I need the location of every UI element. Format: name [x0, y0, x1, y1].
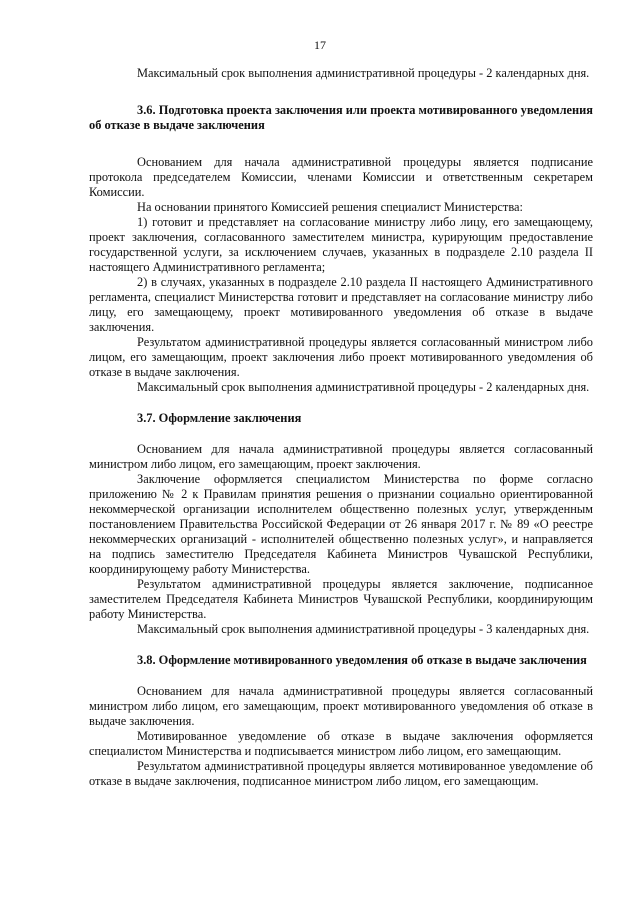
- paragraph-notice: Мотивированное уведомление об отказе в выдаче заключения оформляется специалистом Министерства и подписывается министром либо лицом, его замещающим.: [89, 729, 593, 758]
- paragraph-decision: На основании принятого Комиссией решения специалист Министерства:: [137, 200, 523, 214]
- paragraph-basis-3-7: Основанием для начала административной процедуры является согласованный министром либо лицом, его замещающим, проект заключения.: [89, 442, 593, 471]
- section-heading-3-8: 3.8. Оформление мотивированного уведомления об отказе в выдаче заключения: [137, 653, 587, 667]
- paragraph-basis-3-6: Основанием для начала административной процедуры является подписание протокола председателем Комиссии, членами Комиссии и ответственным секретарем Комиссии.: [89, 155, 593, 199]
- page-body: [89, 66, 593, 789]
- paragraph-result-3-7: Результатом административной процедуры является заключение, подписанное заместителем Председателя Кабинета Министров Чувашской Республики, координирующим работу Министерства.: [89, 577, 593, 621]
- paragraph-basis-3-8: Основанием для начала административной процедуры является согласованный министром либо лицом, его замещающим, проект мотивированного уведомления об отказе в выдаче заключения.: [89, 684, 593, 728]
- paragraph-formalization: Заключение оформляется специалистом Министерства по форме согласно приложению № 2 к Правилам принятия решения о признании социально ориентированной некоммерческой организации исполнителем общественно полезных услуг, утвержденным постановлением Правительства Российской Федерации от 26 января 2017 г. № 89 «О реестре некоммерческих организаций - исполнителей общественно полезных услуг», и направляется на подпись заместителю Председателя Кабинета Министров Чувашской Республики, координирующему работу Министерства.: [89, 472, 593, 576]
- paragraph-result-3-8: Результатом административной процедуры является мотивированное уведомление об отказе в выдаче заключения, подписанное министром либо лицом, его замещающим.: [89, 759, 593, 788]
- paragraph-max-term-2: Максимальный срок выполнения административной процедуры - 2 календарных дня.: [137, 380, 590, 394]
- paragraph-result-3-6: Результатом административной процедуры является согласованный министром либо лицом, его замещающим, проект заключения либо проект мотивированного уведомления об отказе в выдаче заключения.: [89, 335, 593, 379]
- paragraph-max-term-3: Максимальный срок выполнения административной процедуры - 3 календарных дня.: [137, 622, 590, 636]
- page-number: 17: [314, 38, 326, 52]
- section-heading-3-6: 3.6. Подготовка проекта заключения или проекта мотивированного уведомления об отказе в выдаче заключения: [89, 103, 593, 132]
- paragraph-item-1: 1) готовит и представляет на согласование министру либо лицу, его замещающему, проект заключения, согласованного заместителем министра, курирующим предоставление государственной услуги, за исключением случаев, указанных в подразделе 2.10 раздела II настоящего Административного регламента;: [89, 215, 593, 274]
- paragraph-max-term-1: Максимальный срок выполнения административной процедуры - 2 календарных дня.: [137, 66, 590, 80]
- paragraph-item-2: 2) в случаях, указанных в подразделе 2.10 раздела II настоящего Административного регламента, специалист Министерства готовит и представляет на согласование министру либо лицу, его замещающему, проект мотивированного уведомления об отказе в выдаче заключения.: [89, 275, 593, 334]
- section-heading-3-7: 3.7. Оформление заключения: [137, 411, 302, 425]
